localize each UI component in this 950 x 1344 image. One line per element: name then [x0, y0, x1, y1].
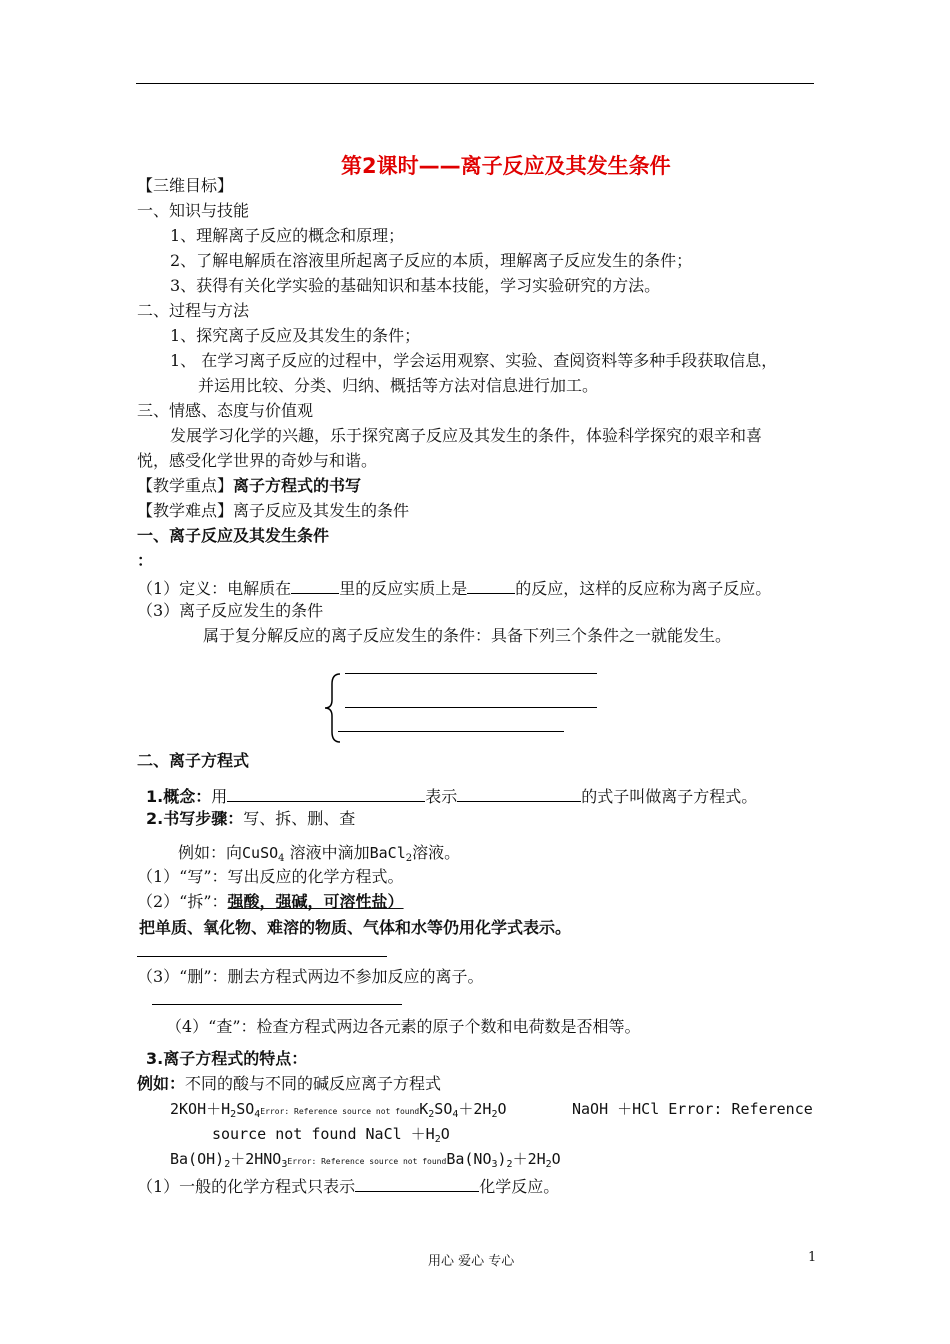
step-split — [137, 892, 404, 912]
formula: source not found NaCl ＋H — [212, 1125, 435, 1143]
teaching-difficulty-value: 离子反应及其发生的条件 — [233, 501, 410, 520]
formula: SO — [434, 1100, 453, 1118]
subscript: 3 — [281, 1159, 288, 1170]
error-reference: Error: Reference source not found — [260, 1107, 420, 1116]
example-line — [178, 843, 460, 869]
formula: K — [419, 1100, 429, 1118]
answer-blank-line[interactable] — [345, 707, 597, 708]
condition-description: 属于复分解反应的离子反应发生的条件：具备下列三个条件之一就能发生。 — [203, 626, 732, 645]
footer-motto: 用心 爱心 专心 — [428, 1254, 515, 1269]
subscript: 4 — [278, 853, 285, 864]
formula: CuSO — [242, 844, 279, 862]
formula: O — [497, 1100, 507, 1118]
definition-text: 的反应，这样的反应称为离子反应。 — [515, 579, 772, 598]
subscript: 2 — [491, 1109, 498, 1120]
goals-item: 1、探究离子反应及其发生的条件； — [170, 326, 421, 345]
subscript: 4 — [452, 1109, 459, 1120]
equation-2-continued — [212, 1124, 450, 1150]
formula: O — [440, 1125, 450, 1143]
concept-text: 用 — [211, 787, 228, 806]
subscript: 2 — [545, 1159, 552, 1170]
formula: BaCl — [369, 844, 406, 862]
page-number: 1 — [808, 1250, 817, 1265]
section-heading-3: 3.离子方程式的特点： — [146, 1049, 308, 1068]
teaching-difficulty-label: 【教学难点】 — [137, 501, 234, 520]
goals-section-2: 二、过程与方法 — [137, 301, 250, 320]
subscript: 2 — [405, 853, 413, 864]
formula: SO — [236, 1100, 255, 1118]
subscript: 2 — [224, 1159, 231, 1170]
teaching-focus-label: 【教学重点】 — [137, 476, 234, 495]
header-rule — [136, 83, 814, 84]
fill-blank[interactable] — [227, 784, 425, 802]
goals-item: 3、获得有关化学实验的基础知识和基本技能，学习实验研究的方法。 — [170, 276, 661, 295]
formula: O — [551, 1150, 561, 1168]
formula: ＋2H — [458, 1100, 492, 1118]
goals-section-1: 一、知识与技能 — [137, 201, 250, 220]
answer-blank-line[interactable] — [152, 1004, 402, 1005]
section-heading-2: 二、离子方程式 — [137, 751, 250, 770]
stray-colon: ： — [137, 551, 154, 570]
section-heading-1: 一、离子反应及其发生条件 — [137, 526, 330, 545]
note-text: 化学反应。 — [479, 1177, 560, 1196]
error-reference: Error: Reference source not found — [287, 1157, 447, 1166]
formula: ＋2H — [512, 1150, 546, 1168]
curly-brace-icon — [322, 672, 342, 744]
teaching-focus-value: 离子方程式的书写 — [233, 476, 362, 495]
answer-blank-line[interactable] — [338, 731, 564, 732]
answer-blank-line[interactable] — [345, 673, 597, 674]
step-write: （1）“写”：写出反应的化学方程式。 — [137, 867, 404, 886]
formula: Ba(NO — [446, 1150, 492, 1168]
concept-line — [146, 784, 757, 807]
note-text: （1）一般的化学方程式只表示 — [137, 1177, 356, 1196]
answer-blank-line[interactable] — [137, 956, 387, 957]
steps-line — [146, 809, 355, 829]
formula: 2KOH＋H — [170, 1100, 231, 1118]
goals-item-continued: 并运用比较、分类、归纳、概括等方法对信息进行加工。 — [198, 376, 599, 395]
goals-item: 1、理解离子反应的概念和原理； — [170, 226, 405, 245]
equation-2: NaOH ＋HCl Error: Reference — [572, 1100, 813, 1118]
subscript: 2 — [506, 1159, 513, 1170]
steps-label: 2.书写步骤： — [146, 809, 244, 828]
concept-label: 1.概念： — [146, 787, 212, 806]
example-text: 例如：向 — [178, 843, 243, 862]
definition-text: （1）定义：电解质在 — [137, 579, 292, 598]
subscript: 3 — [491, 1159, 498, 1170]
formula: ) — [497, 1150, 507, 1168]
definition-line — [137, 576, 771, 599]
step-split-label: （2）“拆”： — [137, 892, 228, 911]
example-text: 溶液。 — [412, 843, 461, 862]
step-split-note: 把单质、氧化物、难溶的物质、气体和水等仍用化学式表示。 — [139, 918, 572, 937]
goals-section-3: 三、情感、态度与价值观 — [137, 401, 314, 420]
goals-item: 1、 在学习离子反应的过程中，学会运用观察、实验、查阅资料等多种手段获取信息， — [170, 351, 778, 370]
concept-text: 的式子叫做离子方程式。 — [581, 787, 758, 806]
features-example-label: 例如： — [137, 1074, 186, 1093]
page-title: 第2课时——离子反应及其发生条件 — [341, 154, 671, 178]
equation-1 — [170, 1099, 507, 1125]
formula: Ba(OH) — [170, 1150, 225, 1168]
goals-item: 2、了解电解质在溶液里所起离子反应的本质，理解离子反应发生的条件； — [170, 251, 693, 270]
goals-paragraph: 发展学习化学的兴趣，乐于探究离子反应及其发生的条件，体验科学探究的艰辛和喜 — [170, 426, 763, 445]
teaching-difficulty — [137, 501, 409, 521]
step-check: （4）“查”：检查方程式两边各元素的原子个数和电荷数是否相等。 — [166, 1017, 641, 1036]
fill-blank[interactable] — [467, 576, 515, 594]
subscript: 2 — [428, 1109, 435, 1120]
subscript: 2 — [434, 1134, 441, 1145]
fill-blank[interactable] — [355, 1174, 479, 1192]
features-example — [137, 1074, 441, 1094]
subscript: 2 — [230, 1109, 237, 1120]
subscript: 4 — [254, 1109, 261, 1120]
goals-paragraph-continued: 悦，感受化学世界的奇妙与和谐。 — [137, 451, 378, 470]
example-text: 溶液中滴加 — [284, 843, 370, 862]
step-delete: （3）“删”：删去方程式两边不参加反应的离子。 — [137, 967, 484, 986]
definition-text: 里的反应实质上是 — [339, 579, 468, 598]
teaching-focus — [137, 476, 361, 496]
fill-blank[interactable] — [291, 576, 339, 594]
equation-3 — [170, 1149, 561, 1175]
condition-heading: （3）离子反应发生的条件 — [137, 601, 324, 620]
formula: ＋2HNO — [230, 1150, 282, 1168]
fill-blank[interactable] — [457, 784, 581, 802]
note-line — [137, 1174, 559, 1197]
step-split-value: 强酸，强碱，可溶性盐） — [227, 892, 404, 911]
features-example-text: 不同的酸与不同的碱反应离子方程式 — [185, 1074, 442, 1093]
steps-value: 写、拆、删、查 — [243, 809, 356, 828]
goals-heading: 【三维目标】 — [137, 176, 234, 195]
concept-text: 表示 — [425, 787, 458, 806]
